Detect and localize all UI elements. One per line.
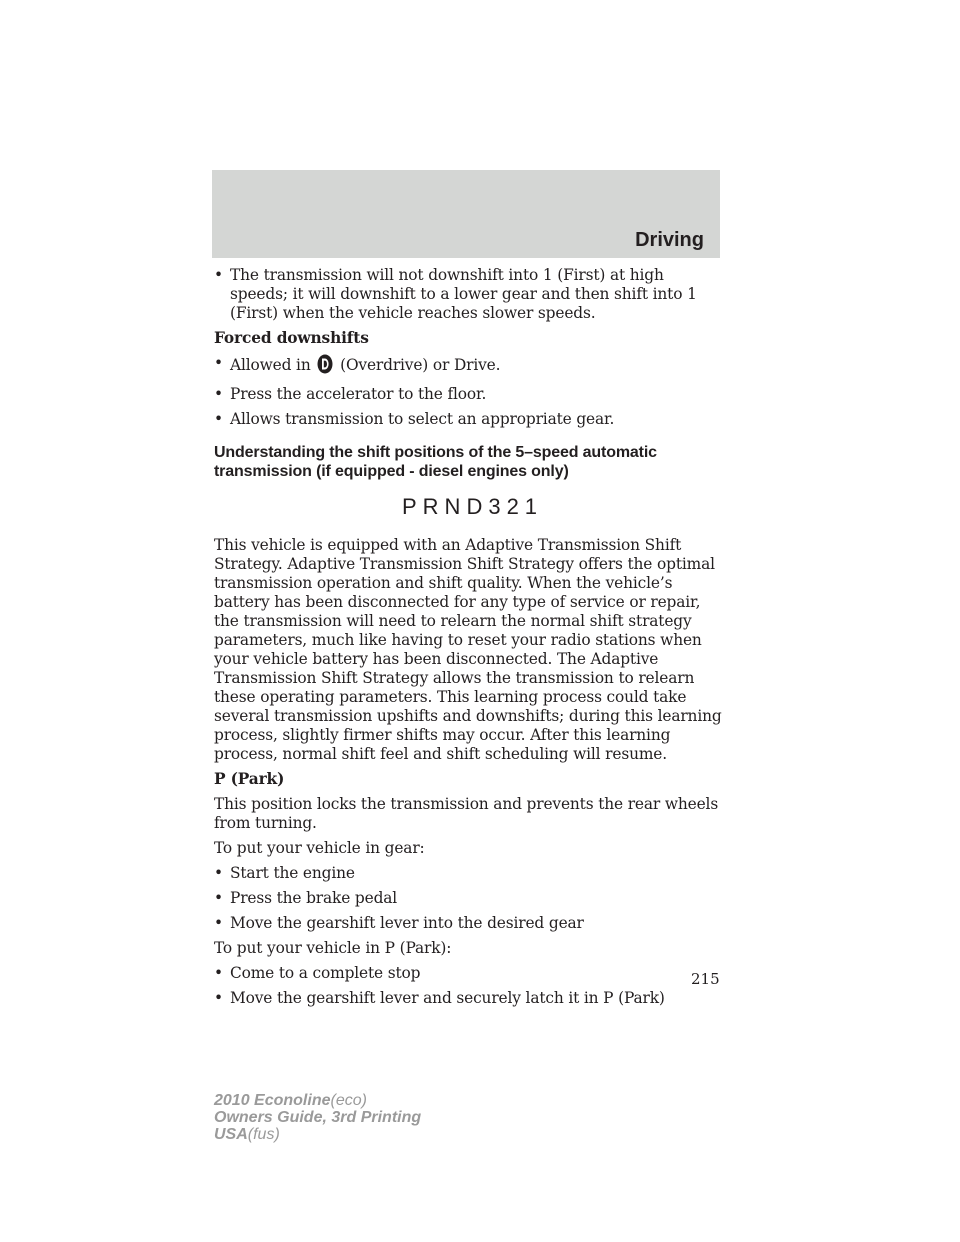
forced-downshifts-heading: Forced downshifts bbox=[214, 329, 369, 347]
list-item bbox=[214, 385, 724, 404]
bullet-dot: • bbox=[214, 266, 223, 284]
overdrive-d-icon bbox=[317, 354, 333, 379]
bullet-text: Press the brake pedal bbox=[230, 889, 398, 907]
list-item bbox=[214, 889, 724, 908]
gear-positions-indicator: PRND321 bbox=[402, 494, 544, 519]
bullet-text: Allows transmission to select an appropriate gear. bbox=[230, 410, 615, 428]
transmission-section-heading: Understanding the shift positions of the 5–speed automatic transmission (if equipped - diesel engines only) bbox=[214, 444, 657, 480]
list-item bbox=[214, 354, 724, 379]
bullet-text: Come to a complete stop bbox=[230, 964, 421, 982]
bullet-text: Move the gearshift lever into the desired gear bbox=[230, 914, 584, 932]
footer-line-3 bbox=[214, 1126, 421, 1143]
gear-intro: To put your vehicle in gear: bbox=[214, 839, 425, 857]
bullet-text: Start the engine bbox=[230, 864, 355, 882]
overdrive-text: (Overdrive) or Drive. bbox=[340, 356, 501, 374]
section-header-band bbox=[212, 170, 720, 258]
bullet-text: Move the gearshift lever and securely latch it in P (Park) bbox=[230, 989, 665, 1007]
footer-region: USA bbox=[214, 1126, 248, 1143]
section-title: Driving bbox=[635, 229, 704, 251]
page-number: 215 bbox=[691, 970, 720, 988]
list-item bbox=[214, 266, 724, 323]
list-item bbox=[214, 410, 724, 429]
bullet-text bbox=[230, 354, 724, 379]
bullet-dot: • bbox=[214, 354, 223, 372]
footer-region-code: (fus) bbox=[247, 1126, 280, 1143]
bullet-text: Press the accelerator to the floor. bbox=[230, 385, 487, 403]
bullet-dot: • bbox=[214, 989, 223, 1007]
footer-model-code: (eco) bbox=[330, 1092, 367, 1109]
bullet-dot: • bbox=[214, 889, 223, 907]
park-heading: P (Park) bbox=[214, 770, 285, 788]
list-item bbox=[214, 864, 724, 883]
bullet-dot: • bbox=[214, 914, 223, 932]
list-item bbox=[214, 964, 724, 983]
footer-line-2 bbox=[214, 1109, 421, 1126]
list-item bbox=[214, 989, 724, 1008]
bullet-dot: • bbox=[214, 385, 223, 403]
list-item bbox=[214, 914, 724, 933]
bullet-text: The transmission will not downshift into 1 (First) at high speeds; it will downshift to a lower gear and then shift into 1 (First) when the vehicle reaches slower speeds. bbox=[230, 266, 697, 322]
bullet-dot: • bbox=[214, 864, 223, 882]
footer-line-1 bbox=[214, 1092, 421, 1109]
park-description: This position locks the transmission and prevents the rear wheels from turning. bbox=[214, 795, 719, 832]
bullet-dot: • bbox=[214, 964, 223, 982]
footer-model: 2010 Econoline bbox=[214, 1092, 331, 1109]
allowed-in-text: Allowed in bbox=[230, 356, 311, 374]
bullet-dot: • bbox=[214, 410, 223, 428]
document-footer bbox=[214, 1092, 421, 1143]
park-intro: To put your vehicle in P (Park): bbox=[214, 939, 452, 957]
footer-edition: Owners Guide, 3rd Printing bbox=[214, 1109, 422, 1126]
adaptive-shift-paragraph: This vehicle is equipped with an Adaptive Transmission Shift Strategy. Adaptive Transmission Shift Strategy offers the optimal transmission operation and shift quality. When the vehicle’s battery has been disconnected for any type of service or repair, the transmission will need to relearn the normal shift strategy parameters, much like having to reset your radio stations when your vehicle battery has been disconnected. The Adaptive Transmission Shift Strategy allows the transmission to relearn these operating parameters. This learning process could take several transmission upshifts and downshifts; during this learning process, slightly firmer shifts may occur. After this learning process, normal shift feel and shift scheduling will resume. bbox=[214, 536, 722, 763]
page-content bbox=[214, 266, 724, 1014]
